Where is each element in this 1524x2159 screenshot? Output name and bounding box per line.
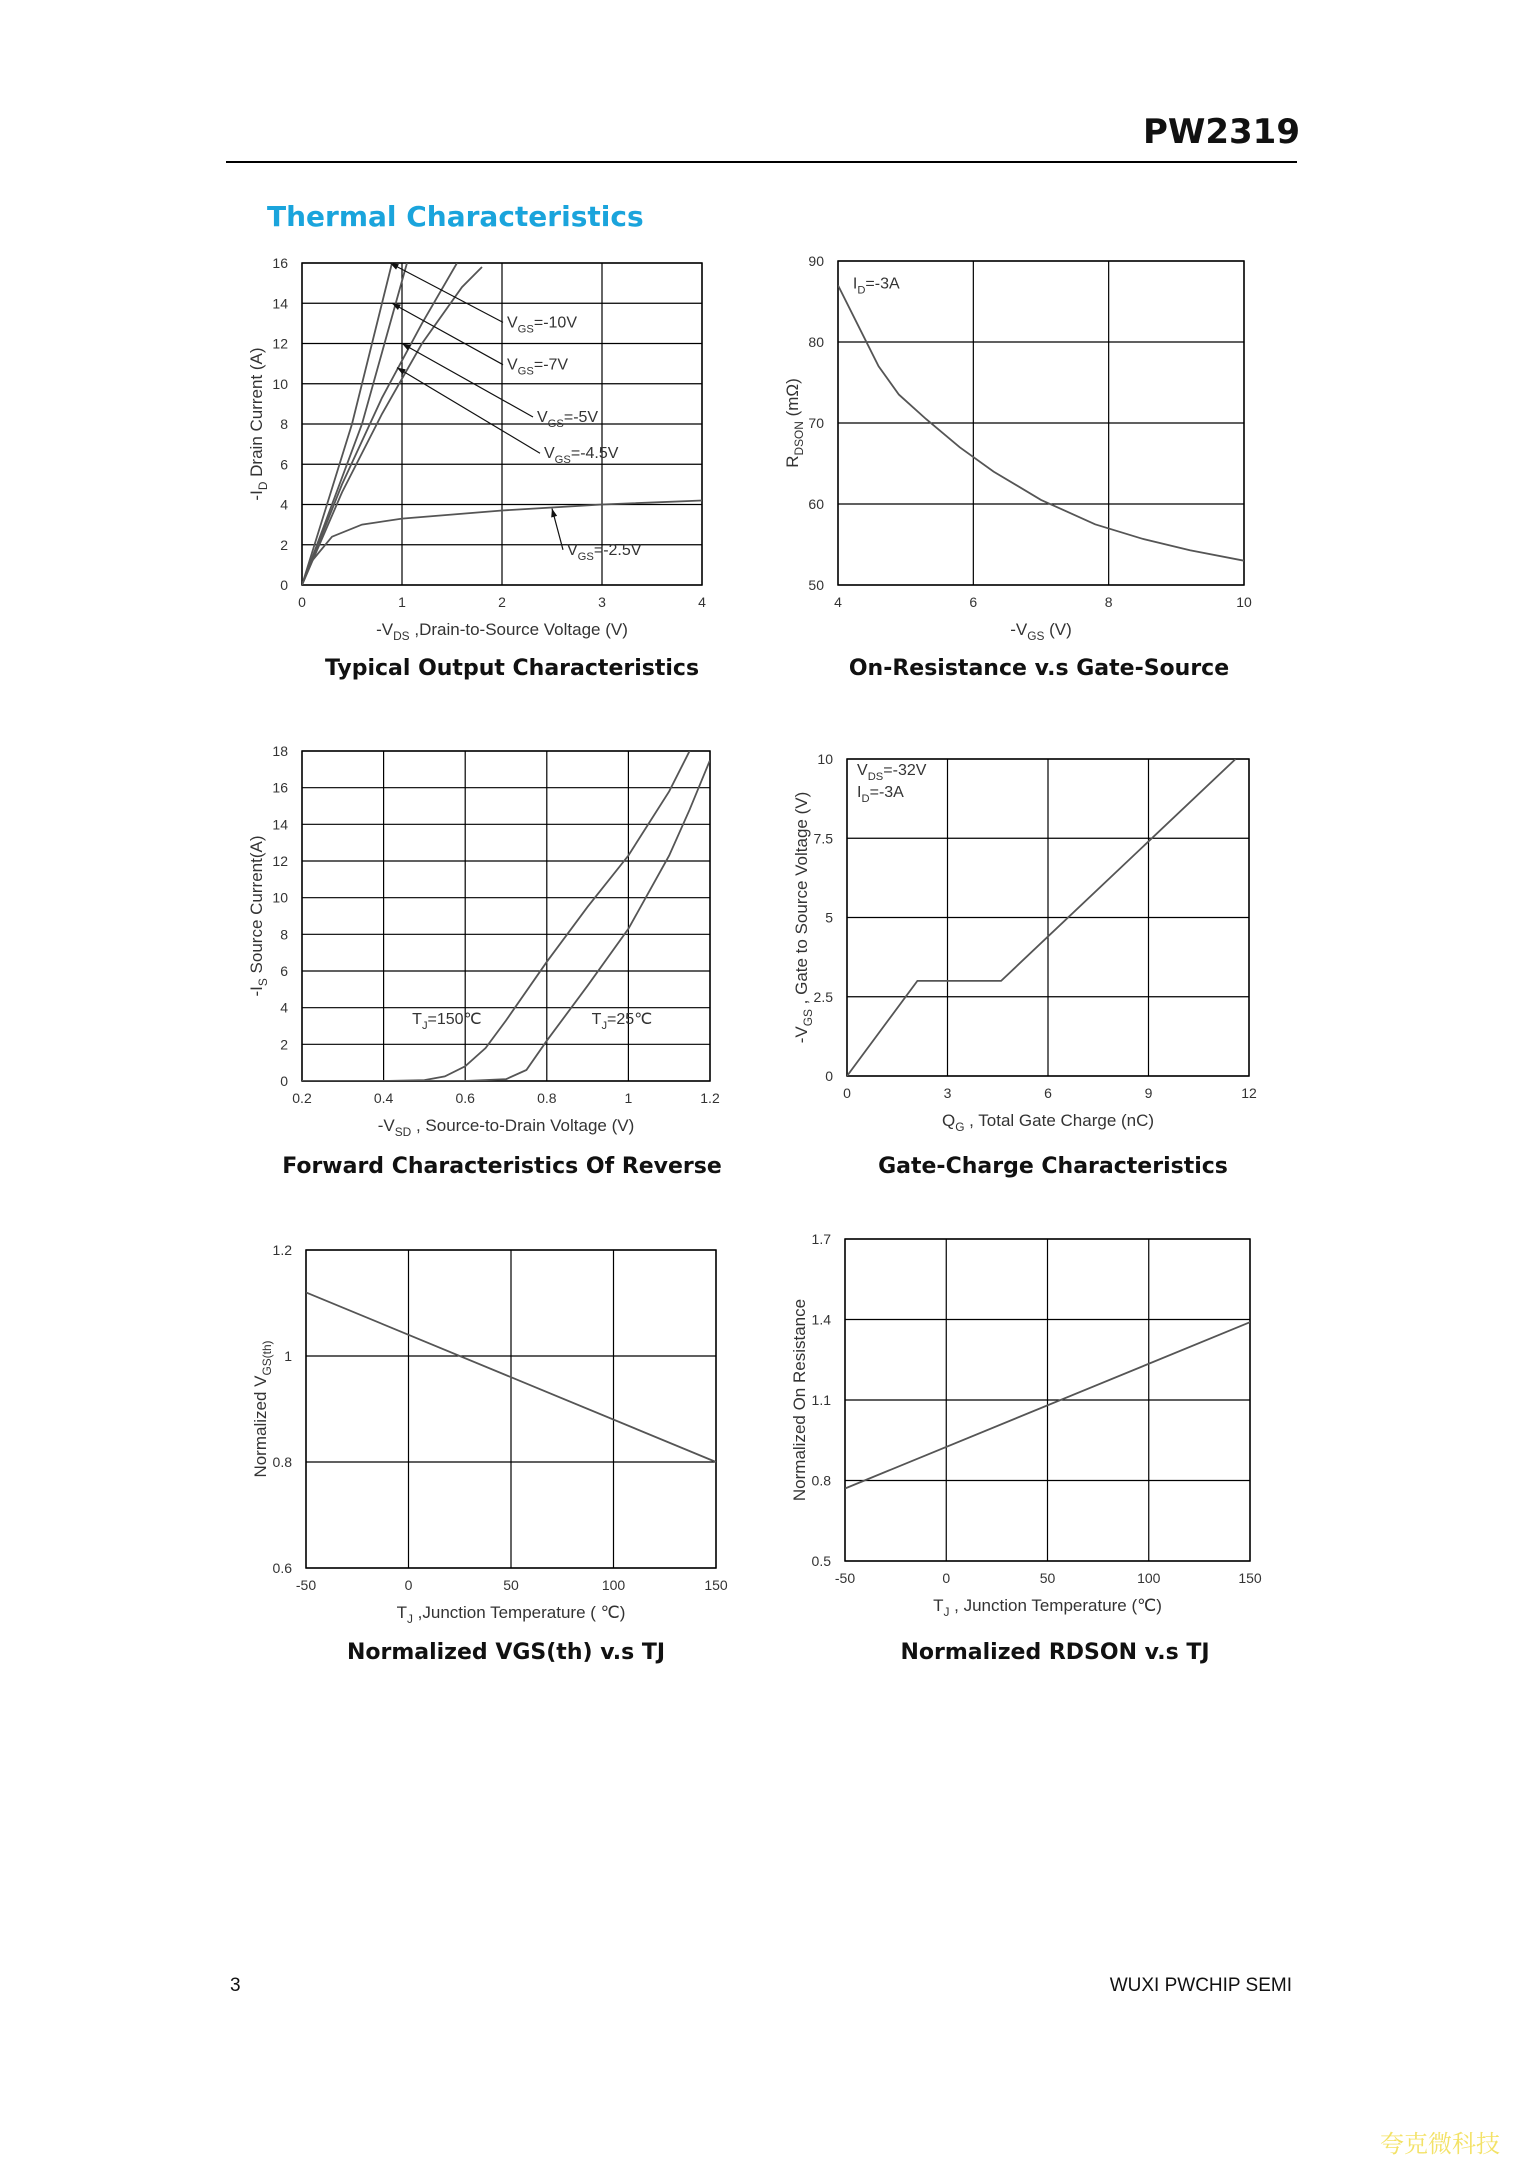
annotation-label: $V_{DS}=-32V$ (857, 761, 927, 783)
plot-frame (302, 751, 710, 1081)
y-tick-label: 16 (272, 255, 288, 271)
x-tick-label: -50 (834, 1570, 856, 1586)
x-tick-label: 4 (834, 594, 842, 610)
x-tick-label: 2 (498, 594, 506, 610)
annotation-label: $V_{GS}=-4.5V$ (544, 445, 619, 467)
y-tick-label: 14 (272, 816, 288, 833)
x-tick-label: -50 (295, 1577, 317, 1593)
y-tick-label: 16 (272, 779, 288, 796)
caption-output: Typical Output Characteristics (324, 656, 700, 681)
x-tick-label: 9 (1144, 1085, 1153, 1101)
page-number: 3 (230, 1975, 241, 1996)
caption-gate-charge: Gate-Charge Characteristics (878, 1154, 1228, 1179)
x-tick-label: 3 (598, 594, 606, 610)
caption-rdson-vgs: On-Resistance v.s Gate-Source (848, 656, 1230, 681)
y-tick-label: 8 (280, 416, 288, 432)
watermark: 夸克微科技 (1380, 2130, 1500, 2158)
x-tick-label: 1 (624, 1090, 633, 1106)
x-tick-label: 1 (398, 594, 406, 610)
y-tick-label: 6 (280, 963, 288, 979)
x-axis-label: $T_J$ , Junction Temperature (℃) (933, 1596, 1162, 1619)
x-tick-label: 10 (1236, 594, 1252, 610)
y-tick-label: 0.8 (272, 1454, 292, 1470)
company-name: WUXI PWCHIP SEMI (1109, 1975, 1292, 1996)
y-axis-label: Normalized $V_{GS(th)}$ (251, 1340, 274, 1478)
y-tick-label: 5 (825, 909, 833, 926)
x-tick-label: 100 (1137, 1570, 1161, 1586)
chart-forward (247, 743, 720, 1139)
chart-vgsth_tj (251, 1242, 728, 1626)
y-tick-label: 80 (808, 334, 824, 350)
y-tick-label: 0.5 (811, 1553, 831, 1569)
y-axis-label: $-V_{GS}$ , Gate to Source Voltage (V) (792, 791, 815, 1044)
y-tick-label: 7.5 (813, 830, 833, 847)
annotation-label: $I_D=-3A$ (852, 275, 900, 297)
series-tj=25℃ (302, 760, 710, 1081)
y-tick-label: 90 (808, 253, 824, 269)
y-tick-label: 0 (825, 1068, 833, 1084)
annotation-label: $V_{GS}=-5V$ (537, 408, 599, 430)
annotation-label: $T_J=25℃$ (591, 1011, 653, 1033)
y-tick-label: 1.7 (811, 1231, 831, 1247)
x-tick-label: 0 (404, 1577, 413, 1593)
caption-rdson-tj: Normalized RDSON v.s TJ (900, 1640, 1210, 1665)
annotation-leader (392, 303, 503, 364)
x-tick-label: 50 (503, 1577, 519, 1593)
chart-gate_charge (792, 751, 1257, 1134)
x-tick-label: 0.2 (292, 1090, 312, 1106)
annotation-leader (390, 263, 503, 322)
y-tick-label: 2.5 (813, 988, 833, 1005)
y-tick-label: 12 (272, 335, 288, 352)
x-tick-label: 8 (1104, 594, 1113, 610)
x-tick-label: 0.4 (373, 1090, 394, 1106)
annotation-label: $V_{GS}=-2.5V$ (567, 541, 642, 563)
x-axis-label: $-V_{SD}$ , Source-to-Drain Voltage (V) (377, 1116, 635, 1139)
y-tick-label: 0 (280, 1073, 288, 1089)
x-tick-label: 0 (298, 594, 306, 610)
arrowhead-icon (402, 344, 411, 351)
x-tick-label: 0.8 (537, 1090, 557, 1106)
y-tick-label: 70 (808, 415, 824, 431)
x-tick-label: 0 (942, 1570, 951, 1586)
x-axis-label: $T_J$ ,Junction Temperature ( ℃) (396, 1603, 626, 1626)
x-axis-label: $Q_G$ , Total Gate Charge (nC) (941, 1111, 1155, 1134)
chart-rdson_tj (790, 1231, 1262, 1619)
y-tick-label: 4 (280, 496, 288, 513)
annotation-label: $T_J=150℃$ (412, 1011, 482, 1033)
x-tick-label: 6 (1044, 1085, 1052, 1101)
series-tj=150℃ (302, 751, 690, 1081)
y-tick-label: 2 (280, 536, 288, 553)
y-tick-label: 10 (272, 889, 288, 906)
y-tick-label: 60 (808, 496, 824, 512)
caption-vgsth-tj: Normalized VGS(th) v.s TJ (346, 1640, 666, 1665)
caption-forward: Forward Characteristics Of Reverse (282, 1154, 722, 1179)
y-tick-label: 1.2 (272, 1242, 292, 1258)
x-tick-label: 12 (1241, 1085, 1257, 1101)
y-tick-label: 50 (808, 577, 824, 593)
annotation-leader (402, 344, 533, 417)
y-tick-label: 12 (272, 853, 288, 869)
y-axis-label: $-I_D$ Drain Current (A) (247, 347, 270, 501)
y-tick-label: 6 (280, 456, 288, 473)
y-axis-label: $R_{DSON}$ (mΩ) (783, 378, 806, 468)
x-tick-label: 100 (601, 1577, 626, 1593)
x-tick-label: 0.6 (455, 1090, 475, 1106)
x-tick-label: 50 (1039, 1570, 1056, 1586)
x-tick-label: 0 (843, 1085, 851, 1101)
chart-output (247, 255, 706, 643)
x-tick-label: 150 (704, 1577, 728, 1593)
chart-rdson_vgs (783, 253, 1252, 643)
x-tick-label: 6 (969, 594, 978, 610)
y-tick-label: 18 (272, 743, 288, 759)
x-tick-label: 150 (1238, 1570, 1262, 1586)
annotation-label: $I_D=-3A$ (857, 784, 904, 806)
section-title: Thermal Characteristics (267, 200, 644, 233)
y-tick-label: 2 (280, 1036, 288, 1053)
y-tick-label: 0 (280, 577, 288, 593)
x-tick-label: 3 (943, 1085, 952, 1101)
annotation-label: $V_{GS}=-7V$ (507, 356, 569, 378)
y-axis-label: Normalized On Resistance (790, 1298, 809, 1502)
y-tick-label: 1.4 (811, 1311, 831, 1328)
arrowhead-icon (551, 509, 557, 518)
y-axis-label: $-I_S$ Source Current(A) (247, 835, 270, 997)
y-tick-label: 1 (284, 1348, 292, 1364)
x-axis-label: $-V_{DS}$ ,Drain-to-Source Voltage (V) (376, 620, 628, 643)
part-number: PW2319 (1142, 112, 1300, 152)
x-tick-label: 1.2 (700, 1090, 720, 1106)
y-tick-label: 8 (280, 926, 288, 943)
y-tick-label: 4 (280, 999, 288, 1016)
x-axis-label: $-V_{GS}$ (V) (1010, 620, 1072, 643)
y-tick-label: 0.6 (272, 1560, 292, 1576)
y-tick-label: 0.8 (811, 1472, 831, 1489)
y-tick-label: 1.1 (811, 1392, 831, 1408)
y-tick-label: 10 (817, 751, 833, 767)
y-tick-label: 14 (272, 295, 288, 312)
x-tick-label: 4 (698, 594, 706, 610)
annotation-label: $V_{GS}=-10V$ (507, 314, 577, 336)
y-tick-label: 10 (272, 375, 288, 392)
